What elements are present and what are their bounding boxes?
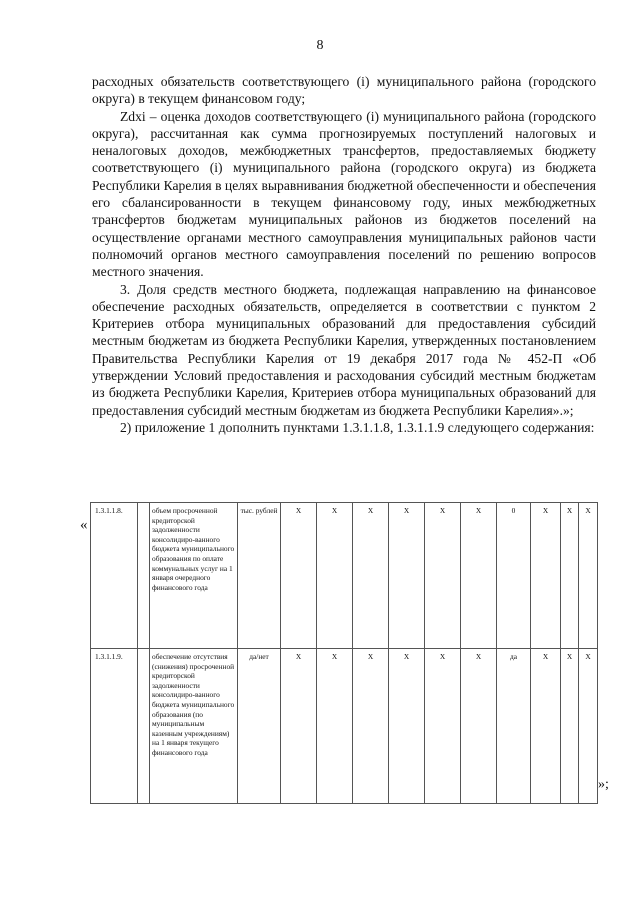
value-cell: Х bbox=[281, 649, 317, 804]
paragraph-item-2: 2) приложение 1 дополнить пунктами 1.3.1.1.8, 1.3.1.1.9 следующего содержания: bbox=[120, 419, 595, 435]
value-cell: Х bbox=[425, 649, 461, 804]
item-code-cell: 1.3.1.1.8. bbox=[91, 503, 138, 649]
value-cell: Х bbox=[531, 649, 561, 804]
value-cell: Х bbox=[425, 503, 461, 649]
value-cell: Х bbox=[561, 649, 579, 804]
value-cell: Х bbox=[579, 649, 598, 804]
item-code-cell: 1.3.1.1.9. bbox=[91, 649, 138, 804]
page-number: 8 bbox=[316, 38, 324, 53]
value-cell: Х bbox=[389, 649, 425, 804]
value-cell: Х bbox=[561, 503, 579, 649]
value-cell: Х bbox=[281, 503, 317, 649]
value-cell: Х bbox=[461, 503, 497, 649]
body-text bbox=[92, 73, 596, 436]
value-cell: Х bbox=[389, 503, 425, 649]
value-cell: Х bbox=[317, 649, 353, 804]
blank-cell bbox=[138, 649, 150, 804]
unit-cell: да/нет bbox=[238, 649, 281, 804]
value-cell: 0 bbox=[497, 503, 531, 649]
value-cell: Х bbox=[353, 503, 389, 649]
value-cell: Х bbox=[317, 503, 353, 649]
value-cell: Х bbox=[531, 503, 561, 649]
value-cell: да bbox=[497, 649, 531, 804]
indicator-name-cell: объем просроченной кредиторской задолженности консолидиро-ванного бюджета муниципального образования по оплате коммунальных услуг на 1 января очередного финансового года bbox=[150, 503, 238, 649]
opening-quote: « bbox=[80, 517, 88, 533]
value-cell: Х bbox=[461, 649, 497, 804]
blank-cell bbox=[138, 503, 150, 649]
closing-quote: »; bbox=[598, 777, 609, 792]
paragraph-continuation: расходных обязательств соответствующего (i) муниципального района (городского округа) в текущем финансовом году; bbox=[92, 74, 596, 107]
paragraph-zdxi-definition: Zdxi – оценка доходов соответствующего (i) муниципального района (городского округа), рассчитанная как сумма прогнозируемых поступлений налоговых и неналоговых доходов, межбюджетных трансфертов, предоставляемых бюджету соответствующего (i) муниципального района (городского округа) из бюджета Республики Карелия в целях выравнивания бюджетной обеспеченности и обеспечения его сбалансированности в текущем финансовому году, иных межбюджетных трансфертов бюджетам муниципальных районов из бюджетов поселений на осуществление органами местного самоуправления муниципальных районов части полномочий органов местного самоуправления поселений по решению вопросов местного значения. bbox=[92, 108, 596, 280]
paragraph-item-3: 3. Доля средств местного бюджета, подлежащая направлению на финансовое обеспечение расходных обязательств, определяется в соответствии с пунктом 2 Критериев отбора муниципальных образований для предоставления субсидий местным бюджетам из бюджета Республики Карелия, утвержденных постановлением Правительства Республики Карелия от 19 декабря 2017 года № 452-П «Об утверждении Условий предоставления и расходования субсидий местным бюджетам из бюджета Республики Карелия, Критериев отбора муниципальных образований для предоставления субсидий местным бюджетам из бюджета Республики Карелия».»; bbox=[92, 281, 596, 418]
unit-cell: тыс. рублей bbox=[238, 503, 281, 649]
table-row bbox=[91, 503, 598, 649]
value-cell: Х bbox=[579, 503, 598, 649]
value-cell: Х bbox=[353, 649, 389, 804]
annex-table bbox=[90, 502, 598, 804]
table-row bbox=[91, 649, 598, 804]
indicator-name-cell: обеспечение отсутствия (снижения) просроченной кредиторской задолженности консолидиро-ванного бюджета муниципального образования (по муниципальным казенным учреждениям) на 1 января текущего финансового года bbox=[150, 649, 238, 804]
